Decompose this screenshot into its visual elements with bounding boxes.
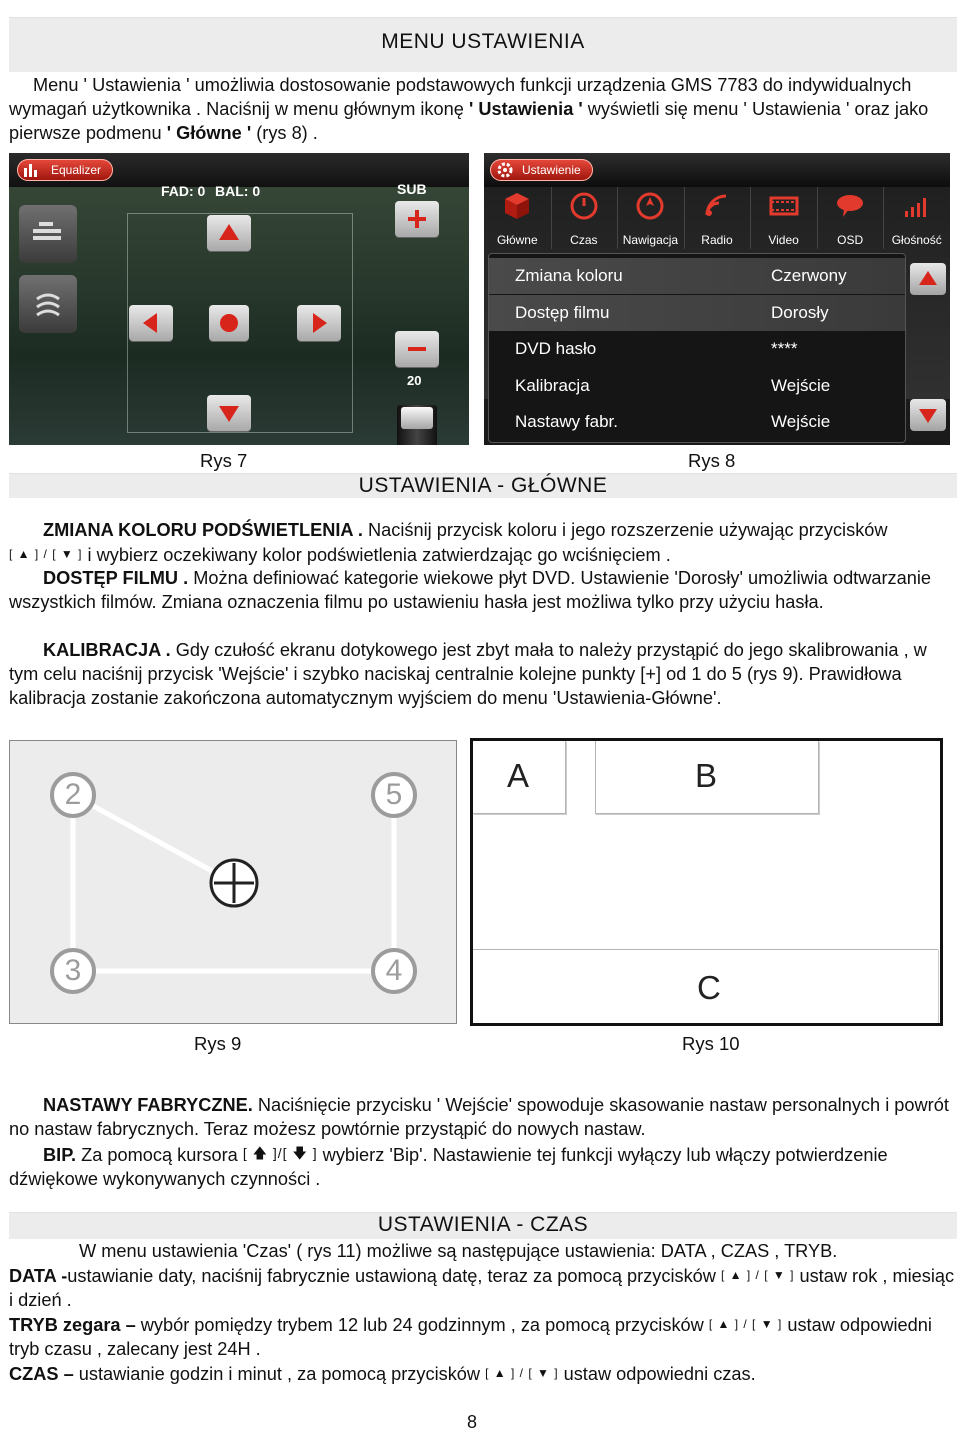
fad-readout: FAD: 0	[161, 183, 206, 199]
settings-row[interactable]	[489, 331, 905, 367]
settings-row[interactable]	[489, 258, 905, 294]
settings-row-value: Dorosły	[771, 302, 829, 322]
up-down-keys-icon: [ ▲ ] / [ ▼ ]	[720, 1268, 795, 1282]
settings-tab-label: Czas	[570, 233, 598, 247]
settings-tab-4[interactable]	[750, 187, 818, 249]
caption-rys10: Rys 10	[682, 1033, 740, 1054]
settings-row[interactable]	[489, 295, 905, 331]
fader-up-button[interactable]	[207, 215, 251, 251]
intro-paragraph: Menu ' Ustawienia ' umożliwia dostosowanie podstawowych funkcji urządzenia GMS 7783 do indywidualnych wymagań użytkownika . Naciśnij w menu głównym ikonę ' Ustawienia ' wyświetli się menu ' Ustawienia ' oraz jako pierwsze podmenu ' Główne ' (rys 8) .	[9, 75, 929, 143]
scroll-up-button[interactable]	[910, 263, 946, 295]
radio-wave-icon	[702, 191, 732, 221]
minus-icon	[395, 331, 439, 367]
calibration-point-2[interactable]: 2	[50, 772, 96, 818]
caption-rys7: Rys 7	[200, 450, 248, 471]
volume-bars-icon	[902, 191, 932, 221]
paragraph-factory: NASTAWY FABRYCZNE. Naciśnięcie przycisku ' Wejście' spowoduje skasowanie nastaw personalnych i powrót no nastaw fabrycznych. Teraz możesz powtórnie przystąpić do nowych nastaw.	[9, 1095, 949, 1139]
settings-tab-label: OSD	[837, 233, 864, 247]
settings-tab-label: Video	[768, 233, 799, 247]
zone-a-label: A	[507, 757, 530, 794]
sub-value: 20	[407, 373, 422, 388]
section-title-menu: MENU USTAWIENIA	[381, 30, 585, 53]
calibration-zones-diagram	[470, 738, 943, 1026]
settings-row-value: ****	[771, 339, 798, 358]
sub-plus-button[interactable]	[395, 201, 439, 237]
paragraph-bip: BIP. Za pomocą kursora [ 🡅 ]/[ 🡇 ] wybierz 'Bip'. Nastawienie tej funkcji wyłączy lub włączy potwierdzenie dźwiękowe wykonywanych czynności .	[9, 1141, 955, 1191]
paragraph-access: DOSTĘP FILMU . Można definiować kategorie wiekowe płyt DVD. Ustawienie 'Dorosły' umożliwia odtwarzanie wszystkich filmów. Zmiana oznaczenia filmu po ustawieniu hasła jest możliwa tylko przy użyciu hasła.	[9, 568, 932, 612]
section-title-czas: USTAWIENIA - CZAS	[377, 1213, 589, 1236]
calibration-point-4[interactable]: 4	[371, 948, 417, 994]
surround-button[interactable]	[19, 275, 77, 333]
calibration-points-diagram	[9, 740, 457, 1024]
settings-tab-label: Głośność	[891, 233, 942, 247]
settings-menu-list	[488, 253, 906, 443]
zone-c-label: C	[697, 969, 721, 1006]
sub-slider-thumb[interactable]	[401, 407, 433, 429]
settings-tab-6[interactable]	[883, 187, 950, 249]
section-title-glowne: USTAWIENIA - GŁÓWNE	[358, 474, 608, 497]
sub-label: SUB	[397, 181, 427, 197]
settings-tab-label: Radio	[701, 233, 733, 247]
balance-center-button[interactable]	[209, 305, 249, 341]
arrow-up-icon	[207, 215, 251, 251]
settings-tab-0[interactable]	[484, 187, 552, 249]
center-dot-icon	[209, 305, 249, 341]
caption-rys9: Rys 9	[194, 1033, 242, 1054]
arrow-down-icon	[910, 399, 946, 431]
equalizer-icon	[23, 162, 41, 178]
zone-b-label: B	[695, 757, 718, 794]
arrow-right-icon	[297, 305, 341, 341]
paragraph-calibration: KALIBRACJA . Gdy czułość ekranu dotykowego jest zbyt mała to należy przystąpić do jego skalibrowania , w tym celu naciśnij przycisk 'Wejście' i szybko naciskaj centralnie kolejne punkty [+] od 1 do 5 (rys 9). Prawidłowa kalibracja zostanie zakończona automatycznym wyjściem do menu 'Ustawienia-Główne'.	[9, 640, 927, 708]
compass-icon	[635, 191, 665, 221]
paragraph-color: ZMIANA KOLORU PODŚWIETLENIA . Naciśnij przycisk koloru i jego rozszerzenie używając przycisków [ ▲ ] / [ ▼ ] i wybierz oczekiwany kolor podświetlenia zatwierdzając go wciśnięciem .	[9, 520, 888, 565]
settings-tab-5[interactable]	[817, 187, 885, 249]
settings-tab-2[interactable]	[617, 187, 685, 249]
settings-row-value: Wejście	[771, 375, 831, 395]
sub-minus-button[interactable]	[395, 331, 439, 367]
settings-tab-3[interactable]	[684, 187, 752, 249]
speech-bubble-icon	[835, 191, 865, 221]
page-number: 8	[466, 1412, 477, 1432]
calibration-point-5[interactable]: 5	[371, 772, 417, 818]
up-down-keys-icon: [ ▲ ] / [ ▼ ]	[485, 1366, 559, 1380]
eq-preset-button[interactable]	[19, 205, 77, 263]
calibration-point-3[interactable]: 3	[50, 948, 96, 994]
paragraph-czas: W menu ustawienia 'Czas' ( rys 11) możliwe są następujące ustawienia: DATA , CZAS , TRYB. DATA -ustawianie daty, naciśnij fabrycznie ustawioną datę, teraz za pomocą przycisków [ ▲ ] / [ ▼ ] ustaw rok , miesiąc i dzień . TRYB zegara – wybór pomiędzy trybem 12 lub 24 godzinnym , za pomocą przycisków [ ▲ ] / [ ▼ ] ustaw odpowiedni tryb czasu , zalecany jest 24H . CZAS – ustawianie godzin i minut , za pomocą przycisków [ ▲ ] / [ ▼ ] ustaw odpowiedni czas.	[9, 1241, 955, 1384]
settings-row[interactable]	[489, 368, 905, 404]
equalizer-bars-icon	[19, 205, 77, 263]
balance-right-button[interactable]	[297, 305, 341, 341]
settings-tab-label: Nawigacja	[622, 233, 679, 247]
balance-left-button[interactable]	[129, 305, 173, 341]
settings-tab: Ustawienie	[490, 159, 593, 181]
plus-icon	[395, 201, 439, 237]
arrow-down-icon	[207, 395, 251, 431]
arrow-up-icon	[910, 263, 946, 295]
settings-row-label: Kalibracja	[515, 375, 590, 395]
film-icon	[769, 191, 799, 221]
caption-rys8: Rys 8	[688, 450, 736, 471]
scroll-down-button[interactable]	[910, 399, 946, 431]
surround-sound-icon	[19, 275, 77, 333]
fader-down-button[interactable]	[207, 395, 251, 431]
settings-tab-label: Główne	[496, 233, 538, 247]
arrow-keys-icon: [ 🡅 ]/[ 🡇 ]	[242, 1145, 318, 1161]
settings-row-label: Zmiana koloru	[515, 266, 623, 285]
gear-icon	[496, 162, 514, 178]
bal-readout: BAL: 0	[215, 183, 261, 199]
up-down-keys-icon: [ ▲ ] / [ ▼ ]	[9, 547, 83, 561]
settings-screenshot	[484, 153, 950, 445]
up-down-keys-icon: [ ▲ ] / [ ▼ ]	[708, 1317, 783, 1331]
arrow-left-icon	[129, 305, 173, 341]
settings-row-value: Czerwony	[771, 266, 847, 285]
equalizer-screenshot	[9, 153, 469, 445]
settings-row-label: DVD hasło	[515, 339, 597, 358]
settings-row[interactable]	[489, 404, 905, 440]
settings-row-label: Nastawy fabr.	[515, 412, 618, 431]
settings-tab-1[interactable]	[551, 187, 619, 249]
settings-row-value: Wejście	[771, 412, 831, 431]
equalizer-tab: Equalizer	[17, 159, 113, 181]
clock-icon	[569, 191, 599, 221]
settings-row-label: Dostęp filmu	[515, 302, 610, 322]
cube-icon	[502, 191, 532, 221]
